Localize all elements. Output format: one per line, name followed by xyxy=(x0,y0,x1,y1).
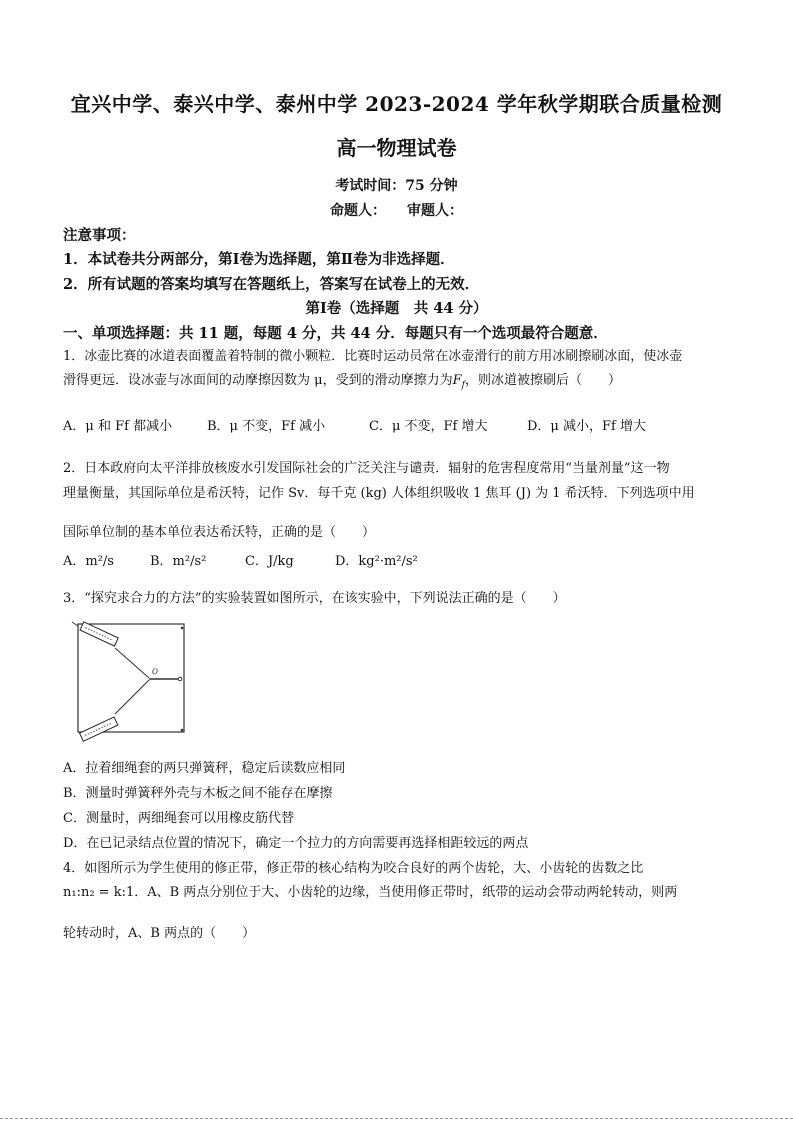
exam-title: 宜兴中学、泰兴中学、泰州中学 2023-2024 学年秋学期联合质量检测 xyxy=(70,92,723,116)
q1-option-b: B．μ 不变，Ff 减小 xyxy=(207,419,326,434)
part1-title: 第Ⅰ卷（选择题 共 44 分） xyxy=(305,300,488,317)
q2-option-c: C．J/kg xyxy=(245,554,294,569)
q2-option-d: D．kg²·m²/s² xyxy=(335,554,418,569)
q3-option-c: C．测量时，两细绳套可以用橡皮筋代替 xyxy=(63,811,294,826)
fixed-point xyxy=(178,677,182,681)
page-bottom-divider xyxy=(0,1118,793,1120)
q3-option-a: A．拉着细绳套的两只弹簧秤，稳定后读数应相同 xyxy=(63,761,346,776)
q1-line-2-end: ，则冰道被擦刷后（ ） xyxy=(464,373,621,388)
rope-top xyxy=(115,648,149,678)
spring-scale-top xyxy=(80,622,118,646)
q2-option-b: B．m²/s² xyxy=(150,554,207,569)
q2-line-2: 理量衡量，其国际单位是希沃特，记作 Sv．每千克 (kg) 人体组织吸收 1 焦耳 (J) 为 1 希沃特．下列选项中用 xyxy=(63,486,695,501)
q1-force-subscript: f xyxy=(461,380,465,391)
q3-option-d: D．在已记录结点位置的情况下，确定一个拉力的方向需要再选择相距较远的两点 xyxy=(63,836,529,851)
q4-line-2: n₁:n₂ = k:1．A、B 两点分别位于大、小齿轮的边缘，当使用修正带时，纸带的运动会带动两轮转动，则两 xyxy=(63,885,678,900)
board-outline xyxy=(78,624,184,732)
rope-bottom xyxy=(115,680,149,714)
point-o-label: O xyxy=(152,667,158,676)
exam-time: 考试时间：75 分钟 xyxy=(335,178,458,194)
note-item-1: 1．本试卷共分两部分，第Ⅰ卷为选择题，第Ⅱ卷为非选择题． xyxy=(63,251,455,268)
pin-top-right xyxy=(181,627,184,630)
q2-line-3: 国际单位制的基本单位表达希沃特，正确的是（ ） xyxy=(63,525,376,540)
q1-option-c: C．μ 不变，Ff 增大 xyxy=(369,419,488,434)
q2-option-a: A．m²/s xyxy=(63,554,114,569)
q2-line-1: 2．日本政府向太平洋排放核废水引发国际社会的广泛关注与谴责．辐射的危害程度常用“当量剂量”这一物 xyxy=(63,461,670,476)
section-heading: 一、单项选择题：共 11 题，每题 4 分，共 44 分．每题只有一个选项最符合题意． xyxy=(63,325,608,342)
q1-line-1: 1．冰壶比赛的冰道表面覆盖着特制的微小颗粒．比赛时运动员常在冰壶滑行的前方用冰刷擦刷冰面，使冰壶 xyxy=(63,349,683,364)
exam-subtitle: 高一物理试卷 xyxy=(336,136,457,160)
board-edge xyxy=(72,622,78,626)
q1-line-2 xyxy=(63,372,621,395)
force-experiment-figure xyxy=(70,618,192,744)
q1-line-2-text: 滑得更远．设冰壶与冰面间的动摩擦因数为 μ，受到的滑动摩擦力为 xyxy=(63,373,453,388)
q4-line-1: 4．如图所示为学生使用的修正带，修正带的核心结构为咬合良好的两个齿轮，大、小齿轮的齿数之比 xyxy=(63,861,644,876)
note-item-2: 2．所有试题的答案均填写在答题纸上，答案写在试卷上的无效． xyxy=(63,276,480,293)
q1-force-symbol: F xyxy=(452,373,462,388)
q3-option-b: B．测量时弹簧秤外壳与木板之间不能存在摩擦 xyxy=(63,786,333,801)
q4-line-3: 轮转动时，A、B 两点的（ ） xyxy=(63,926,256,941)
spring-scale-bottom xyxy=(80,717,118,741)
pin-bottom-right xyxy=(181,729,184,732)
q1-option-a: A．μ 和 Ff 都减小 xyxy=(63,419,173,434)
q1-option-d: D．μ 减小，Ff 增大 xyxy=(527,419,646,434)
notes-heading: 注意事项： xyxy=(63,227,136,244)
q3-line-1: 3．“探究求合力的方法”的实验装置如图所示，在该实验中，下列说法正确的是（ ） xyxy=(63,591,566,606)
exam-authors: 命题人： 审题人： xyxy=(330,203,463,219)
